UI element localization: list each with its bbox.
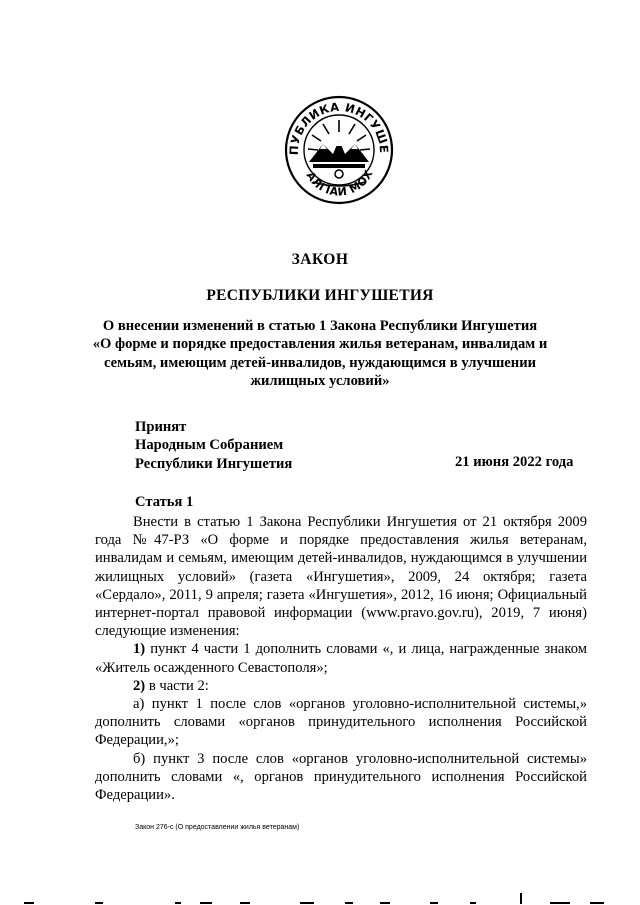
law-name — [0, 317, 640, 390]
emblem-text-bottom: АЛГIАЙ МОХ — [303, 167, 376, 199]
article-intro: Внести в статью 1 Закона Республики Ингушетия от 21 октября 2009 года №47-РЗ «О форме и порядке предоставления жилья ветеранам, инвалидам и семьям, имеющим детей-инвалидов, нуждающимся в улучшении жилищных условий» (газета «Ингушетия», 2009, 24 октября; газета «Сердало», 2011, 9 апреля; газета «Ингушетия», 2012, 16 июня; Официальный интернет-портал правовой информации (www.pravo.gov.ru), 2019, 7 июня) следующие изменения: — [95, 514, 587, 640]
law-title: ЗАКОН — [291, 251, 349, 268]
item-number: 1) — [133, 641, 146, 658]
emblem-text-top: ПУБЛИКА ИНГУШЕ — [286, 99, 392, 156]
item-text: пункт 4 части 1 дополнить словами «, и лица, награжденные знаком «Житель осажденного Севастополя»; — [95, 641, 587, 676]
article-item-1 — [95, 640, 587, 676]
item-text: в части 2: — [145, 677, 209, 694]
ingushetia-emblem-icon — [283, 92, 395, 210]
article-item-2 — [95, 677, 587, 695]
item-number: 2) — [133, 677, 146, 694]
article-subitem-a: а) пункт 1 после слов «органов уголовно-исполнительной системы,» дополнить словами «органов принудительного исполнения Российской Федерации,»; — [95, 696, 587, 749]
adoption-block — [135, 418, 292, 473]
article-body — [95, 513, 587, 804]
law-name-line: жилищных условий» — [250, 372, 390, 389]
adoption-date: 21 июня 2022 года — [455, 454, 574, 470]
emblem-graphic — [283, 92, 395, 210]
article-title: Статья 1 — [135, 494, 194, 510]
adoption-line: Народным Собранием — [135, 437, 284, 454]
article-subitem-b: б) пункт 3 после слов «органов уголовно-исполнительной системы» дополнить словами «, органов принудительного исполнения Российской Федерации». — [95, 750, 587, 804]
law-subtitle: РЕСПУБЛИКИ ИНГУШЕТИЯ — [206, 287, 434, 304]
footer-note: Закон 276-с (О предоставлении жилья ветеранам) — [135, 824, 300, 831]
law-name-line: «О форме и порядке предоставления жилья ветеранам, инвалидам и — [92, 336, 548, 353]
law-name-line: семьям, имеющим детей-инвалидов, нуждающимся в улучшении — [103, 354, 537, 371]
adoption-line: Республики Ингушетия — [135, 455, 293, 472]
law-name-line: О внесении изменений в статью 1 Закона Республики Ингушетия — [102, 318, 538, 334]
scan-artifact-marks — [0, 891, 640, 905]
adoption-line: Принят — [135, 419, 187, 435]
